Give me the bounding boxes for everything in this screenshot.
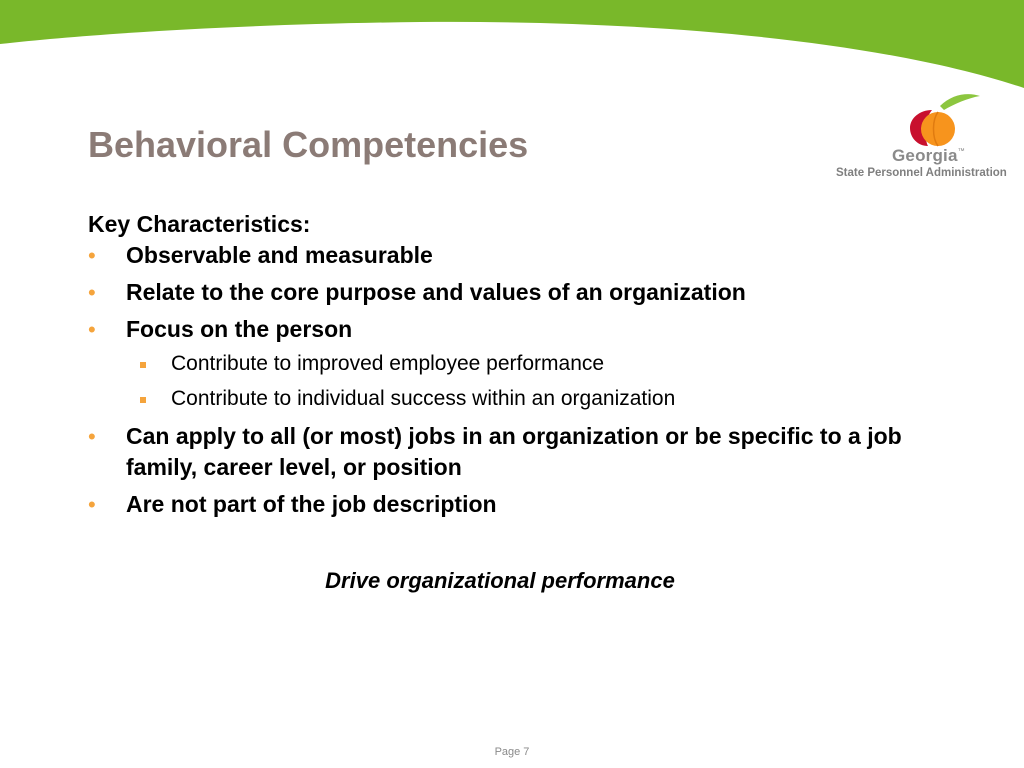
sub-bullet-item: Contribute to improved employee performance	[126, 348, 908, 380]
slide-title: Behavioral Competencies	[88, 124, 529, 165]
logo-wordmark-text: Georgia	[892, 146, 958, 165]
bullet-item	[88, 314, 908, 345]
logo-wordmark	[892, 146, 965, 166]
bullet-item: • Relate to the core purpose and values of an organization	[88, 277, 908, 308]
slide-body	[88, 208, 908, 520]
page-number: Page 7	[494, 746, 530, 758]
tagline: Drive organizational performance	[325, 568, 675, 593]
logo-subtitle: State Personnel Administration	[836, 167, 1007, 179]
peach-icon	[902, 92, 982, 148]
bullet-item-text: Focus on the person	[126, 316, 353, 342]
bullet-item: • Observable and measurable	[88, 240, 908, 271]
key-characteristics-heading: Key Characteristics:	[88, 211, 311, 237]
sub-bullet-item: Contribute to individual success within an organization	[126, 383, 908, 415]
logo-trademark: ™	[957, 148, 965, 155]
bullet-list	[88, 240, 908, 520]
bullet-item: • Are not part of the job description	[88, 489, 908, 520]
georgia-spa-logo	[830, 92, 1024, 187]
bullet-item: • Can apply to all (or most) jobs in an organization or be specific to a job family, career level, or position	[88, 421, 908, 483]
